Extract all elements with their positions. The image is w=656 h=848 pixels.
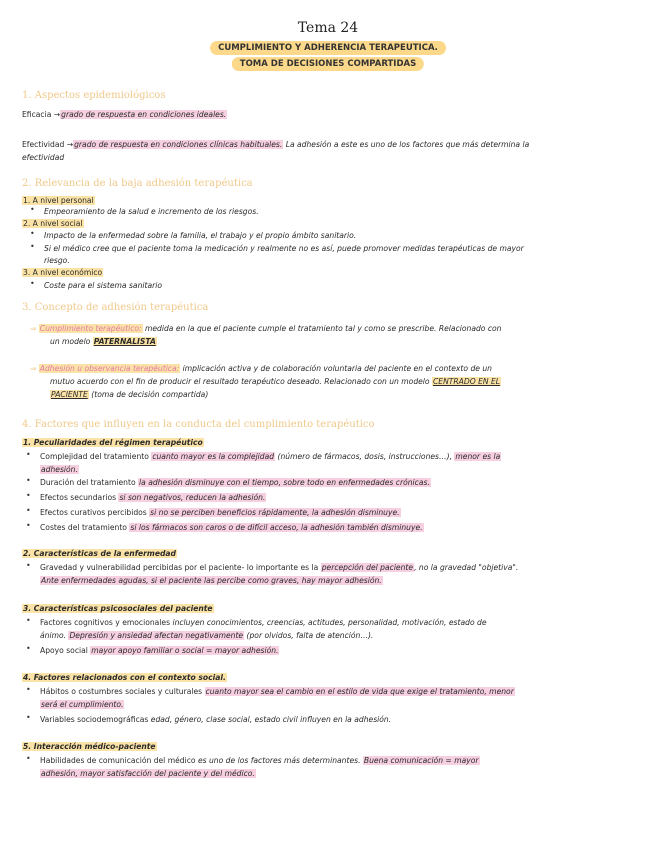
g1-item-2: Duración del tratamiento la adhesión disminuye con el tiempo, sobre todo en enfermedades crónicas.: [40, 478, 430, 487]
bullet-icon: •: [26, 561, 31, 570]
efectividad-rest-2: efectividad: [22, 153, 65, 162]
g1-item-1-cont: adhesión.: [41, 465, 78, 474]
page-title: Tema 24: [297, 20, 359, 36]
g1-item-1: Complejidad del tratamiento cuanto mayor es la complejidad (número de fármacos, dosis, instrucciones…), menor es la: [40, 452, 501, 461]
group-4-title: 4. Factores relacionados con el contexto social.: [23, 673, 226, 682]
adhesion-line-2: [50, 377, 501, 387]
model-paternalista: PATERNALISTA: [93, 337, 156, 346]
bullet-icon: •: [30, 205, 35, 214]
social-item-2a: Si el médico cree que el paciente toma la medicación y realmente no es así, puede promover medidas terapéuticas de mayor: [44, 244, 524, 253]
section-3-heading: 3. Concepto de adhesión terapéutica: [22, 302, 209, 313]
level-economic: 3. A nivel económico: [23, 268, 103, 277]
g4-item-2: Variables sociodemográficas edad, género, clase social, estado civil influyen en la adhesión.: [40, 715, 392, 724]
section-2-heading: 2. Relevancia de la baja adhesión terapéutica: [22, 178, 253, 189]
bullet-icon: •: [26, 476, 31, 485]
g4-item-1-cont: será el cumplimiento.: [41, 700, 124, 709]
group-2-title: 2. Características de la enfermedad: [23, 549, 176, 558]
adhesion-text: implicación activa y de colaboración voluntaria del paciente en el contexto de un: [180, 364, 492, 373]
cumplimiento-text: medida en la que el paciente cumple el tratamiento tal y como se prescribe. Relacionado con: [142, 324, 502, 333]
bullet-icon: •: [30, 279, 35, 288]
g1-item-4: Efectos curativos percibidos si no se perciben beneficios rápidamente, la adhesión disminuye.: [40, 508, 400, 517]
bullet-icon: •: [26, 713, 31, 722]
g2-item-1: Gravedad y vulnerabilidad percibidas por el paciente- lo importante es la percepción del paciente, no la gravedad "objetiva".: [40, 563, 519, 572]
banner-line-1: CUMPLIMIENTO Y ADHERENCIA TERAPEUTICA.: [210, 41, 446, 55]
g1-item-5: Costes del tratamiento si los fármacos son caros o de difícil acceso, la adhesión también disminuye.: [40, 523, 423, 532]
eficacia-line: [22, 110, 227, 120]
bullet-icon: •: [26, 616, 31, 625]
g3-item-1-cont: ánimo. Depresión y ansiedad afectan negativamente (por olvidos, falta de atención…).: [40, 631, 374, 640]
bullet-icon: •: [26, 521, 31, 530]
model-centrado-1: CENTRADO EN EL: [432, 377, 501, 386]
adhesion-tail: (toma de decisión compartida): [88, 390, 209, 399]
cumplimiento-label: Cumplimiento terapéutico:: [39, 324, 142, 333]
personal-item: Empeoramiento de la salud e incremento de los riesgos.: [44, 207, 259, 216]
g4-item-1: Hábitos o costumbres sociales y culturales cuanto mayor sea el cambio en el estilo de vida que exige el tratamiento, menor: [40, 687, 514, 696]
bullet-icon: •: [26, 685, 31, 694]
efectividad-label: Efectividad →: [22, 140, 74, 149]
bullet-icon: •: [26, 644, 31, 653]
bullet-icon: •: [30, 242, 35, 251]
level-social: 2. A nivel social: [23, 219, 83, 228]
bullet-icon: •: [30, 229, 35, 238]
g5-item-1-cont: adhesión, mayor satisfacción del paciente y del médico.: [41, 769, 255, 778]
g3-item-2: Apoyo social mayor apoyo familiar o social = mayor adhesión.: [40, 646, 279, 655]
cumplimiento-line-2: [50, 337, 157, 347]
section-4-heading: 4. Factores que influyen en la conducta del cumplimiento terapéutico: [22, 419, 375, 430]
banner-line-2: TOMA DE DECISIONES COMPARTIDAS: [232, 57, 424, 71]
eficacia-text: grado de respuesta en condiciones ideales.: [61, 110, 227, 119]
adhesion-line-3: [50, 390, 208, 400]
group-1-title: 1. Peculiaridades del régimen terapéutico: [23, 438, 203, 447]
bullet-icon: •: [26, 450, 31, 459]
adhesion-line: [30, 364, 492, 374]
g5-item-1: Habilidades de comunicación del médico es uno de los factores más determinantes. Buena comunicación = mayor: [40, 756, 479, 765]
g3-item-1: Factores cognitivos y emocionales incluyen conocimientos, creencias, actitudes, personalidad, motivación, estado de: [40, 618, 487, 627]
bullet-icon: •: [26, 491, 31, 500]
cumplimiento-text-2: un modelo: [50, 337, 93, 346]
social-item-1: Impacto de la enfermedad sobre la familia, el trabajo y el propio ámbito sanitario.: [44, 231, 357, 240]
arrow-right-icon: ⇒: [30, 324, 37, 333]
cumplimiento-line: [30, 324, 502, 334]
section-1-heading: 1. Aspectos epidemiológicos: [22, 90, 166, 101]
efectividad-line: [22, 140, 529, 150]
level-personal: 1. A nivel personal: [23, 196, 94, 205]
efectividad-highlight: grado de respuesta en condiciones clínicas habituales.: [74, 140, 283, 149]
adhesion-label: Adhesión u observancia terapéutica:: [39, 364, 180, 373]
bullet-icon: •: [26, 754, 31, 763]
economic-item: Coste para el sistema sanitario: [44, 281, 163, 290]
adhesion-text-2: mutuo acuerdo con el fin de producir el resultado terapéutico deseado. Relacionado con un modelo: [50, 377, 432, 386]
social-item-2b: riesgo.: [44, 256, 70, 265]
eficacia-label: Eficacia →: [22, 110, 61, 119]
arrow-right-icon: ⇒: [30, 364, 37, 373]
bullet-icon: •: [26, 506, 31, 515]
model-centrado-2: PACIENTE: [51, 390, 88, 399]
group-3-title: 3. Características psicosociales del paciente: [23, 604, 213, 613]
g1-item-3: Efectos secundarios si son negativos, reducen la adhesión.: [40, 493, 266, 502]
efectividad-rest: La adhesión a este es uno de los factores que más determina la: [283, 140, 530, 149]
group-5-title: 5. Interacción médico-paciente: [23, 742, 156, 751]
g2-item-1-cont: Ante enfermedades agudas, si el paciente las percibe como graves, hay mayor adhesión.: [41, 576, 382, 585]
